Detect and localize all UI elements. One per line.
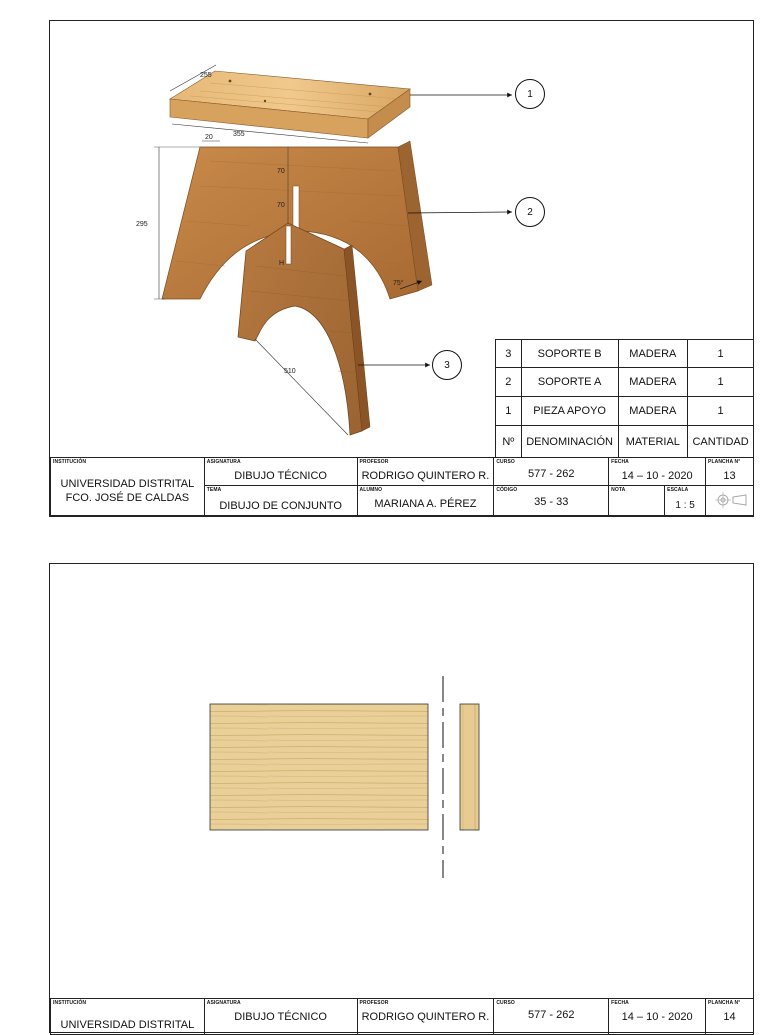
institucion-line2: FCO. JOSÉ DE CALDAS (65, 492, 190, 504)
header-number: Nº (496, 426, 522, 458)
nota-subcell (609, 486, 665, 515)
part-quantity: 1 (688, 368, 754, 397)
fecha-value: 14 – 10 - 2020 (621, 1011, 693, 1023)
dim-angle: 75° (393, 280, 404, 287)
dim-support-b-length: 510 (284, 368, 296, 375)
part-name: PIEZA APOYO (521, 397, 618, 426)
plancha-cell (706, 458, 754, 486)
alumno-value: MARIANA A. PÉREZ (374, 498, 477, 510)
board-side-view (460, 704, 479, 830)
curso-label: CURSO (496, 1000, 515, 1006)
tema-cell (204, 486, 357, 516)
dim-slot-lower: 70 (277, 202, 285, 209)
asignatura-value: DIBUJO TÉCNICO (234, 470, 327, 482)
alumno-cell (357, 486, 494, 516)
curso-cell (494, 458, 609, 486)
codigo-label: CÓDIGO (496, 487, 518, 493)
part-material: MADERA (618, 340, 688, 368)
drawing-sheet-14 (49, 563, 754, 1033)
part-quantity: 1 (688, 397, 754, 426)
asignatura-label: ASIGNATURA (206, 459, 241, 465)
institucion-label: INSTITUCIÓN (53, 1000, 87, 1006)
header-quantity: CANTIDAD (688, 426, 754, 458)
balloon-2: 2 (515, 197, 545, 227)
escala-value: 1 : 5 (675, 500, 695, 511)
dim-slot-upper: 70 (277, 168, 285, 175)
parts-list-table (495, 339, 754, 458)
fecha-cell (609, 999, 706, 1035)
part-material: MADERA (618, 397, 688, 426)
asignatura-cell (204, 458, 357, 486)
curso-value: 577 - 262 (528, 1009, 575, 1021)
dim-top-length: 355 (233, 131, 245, 138)
profesor-label: PROFESOR (359, 1000, 389, 1006)
plancha-value: 14 (723, 1011, 736, 1023)
asignatura-label: ASIGNATURA (206, 1000, 241, 1006)
asignatura-value: DIBUJO TÉCNICO (234, 1011, 327, 1023)
parts-list-row (496, 397, 754, 426)
tema-label: TEMA (206, 487, 222, 493)
part-number: 2 (496, 368, 522, 397)
profesor-value: RODRIGO QUINTERO R. (361, 1011, 490, 1023)
plancha-cell (706, 999, 754, 1035)
tema-value: DIBUJO DE CONJUNTO (219, 500, 342, 512)
institucion-line1: UNIVERSIDAD DISTRITAL (60, 478, 195, 490)
parts-list-row (496, 340, 754, 368)
profesor-value: RODRIGO QUINTERO R. (361, 470, 490, 482)
nota-escala-cell (609, 486, 706, 516)
institucion-label: INSTITUCIÓN (53, 459, 87, 465)
drawing-sheet-13 (49, 20, 754, 517)
escala-subcell (665, 486, 705, 515)
profesor-cell (357, 999, 494, 1035)
profesor-label: PROFESOR (359, 459, 389, 465)
asignatura-cell (204, 999, 357, 1035)
part-quantity: 1 (688, 340, 754, 368)
balloon-1: 1 (515, 79, 545, 109)
profesor-cell (357, 458, 494, 486)
fecha-value: 14 – 10 - 2020 (621, 470, 693, 482)
codigo-value: 35 - 33 (534, 496, 569, 508)
dim-top-width: 255 (200, 72, 212, 79)
dim-slot-small: H (279, 260, 285, 267)
projection-symbol-cell (706, 486, 754, 516)
part-name: SOPORTE A (521, 368, 618, 397)
institucion-cell (51, 458, 205, 516)
dim-tab-width: 20 (205, 134, 213, 141)
header-material: MATERIAL (618, 426, 688, 458)
parts-list-row (496, 368, 754, 397)
plancha-label: PLANCHA N° (708, 459, 741, 465)
part-name: SOPORTE B (521, 340, 618, 368)
part-material: MADERA (618, 368, 688, 397)
curso-label: CURSO (496, 459, 515, 465)
fecha-label: FECHA (611, 459, 629, 465)
fecha-label: FECHA (611, 1000, 629, 1006)
pieza-apoyo-board (170, 71, 410, 138)
escala-label: ESCALA (667, 487, 689, 493)
fecha-cell (609, 458, 706, 486)
plancha-value: 13 (723, 470, 736, 482)
curso-cell (494, 999, 609, 1035)
part-number: 1 (496, 397, 522, 426)
institucion-cell (51, 999, 205, 1035)
codigo-cell (494, 486, 609, 516)
institucion-line1: UNIVERSIDAD DISTRITAL (60, 1019, 195, 1031)
plancha-label: PLANCHA N° (708, 1000, 741, 1006)
parts-list-header (496, 426, 754, 458)
orthographic-view-drawing (50, 564, 755, 1000)
board-front-view (210, 704, 428, 830)
balloon-3: 3 (432, 350, 462, 380)
title-block (50, 998, 754, 1035)
part-number: 3 (496, 340, 522, 368)
curso-value: 577 - 262 (528, 468, 575, 480)
header-name: DENOMINACIÓN (521, 426, 618, 458)
soporte-b-panel (238, 223, 370, 435)
first-angle-projection-icon (706, 486, 754, 514)
nota-label: NOTA (611, 487, 626, 493)
dim-height: 295 (136, 221, 148, 228)
title-block (50, 457, 754, 516)
alumno-label: ALUMNO (359, 487, 383, 493)
